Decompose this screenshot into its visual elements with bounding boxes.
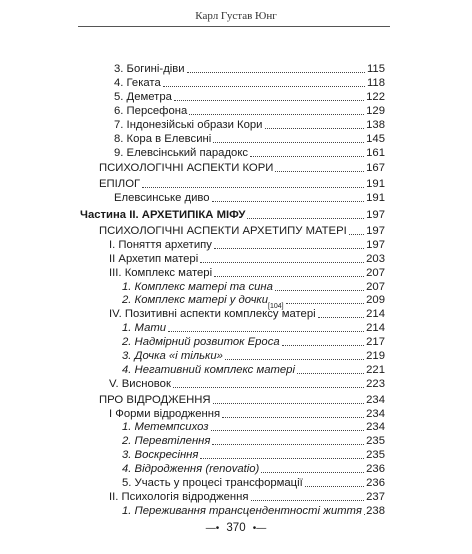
dot-leader (163, 86, 365, 87)
dot-leader (214, 248, 364, 249)
dot-leader (213, 142, 364, 143)
toc-entry-title: 3. Воскресіння (122, 449, 199, 461)
toc-entry-title: ІІ. Психологія відродження (109, 491, 249, 503)
dot-leader (297, 373, 364, 374)
toc-entry-title: 1. Метемпсихоз (122, 421, 209, 433)
dot-leader (173, 387, 364, 388)
toc-entry (122, 502, 385, 518)
dot-leader (212, 444, 364, 445)
dot-leader (282, 345, 364, 346)
toc-entry-page: 197 (366, 209, 385, 221)
toc-entry-page: 191 (366, 178, 385, 190)
toc-entry-page: 234 (366, 421, 385, 433)
toc-entry-title: 5. Участь у процесі трансформації (122, 477, 303, 489)
toc-entry (80, 206, 385, 222)
toc-entry-title: ПСИХОЛОГІЧНІ АСПЕКТИ АРХЕТИПУ МАТЕРІ (99, 225, 347, 237)
toc-entry-title: 4. Відродження (renovatio) (122, 463, 260, 475)
toc-entry-title: ПРО ВІДРОДЖЕННЯ (99, 394, 211, 406)
toc-entry-page: 217 (366, 336, 385, 348)
toc-entry-page: 167 (366, 162, 385, 174)
toc-entry-title: 1. Мати (122, 322, 167, 334)
toc-entry-title: 1. Комплекс матері та сина (122, 281, 273, 293)
toc-entry-page: 207 (366, 267, 385, 279)
dot-leader (189, 114, 364, 115)
toc-entry-title: 3. Богині-діви (114, 63, 185, 75)
toc-entry-page: 122 (366, 91, 385, 103)
toc-entry-page: 237 (366, 491, 385, 503)
toc-entry: 2. Комплекс матері у дочки [104] 209 (122, 294, 385, 310)
dot-leader (211, 430, 365, 431)
dot-leader (349, 234, 364, 235)
toc-entry-title: Частина II. АРХЕТИПІКА МІФУ (80, 209, 246, 221)
toc-entry-page: 236 (366, 463, 385, 475)
toc-entry-page: 234 (366, 408, 385, 420)
dot-leader (251, 500, 365, 501)
toc-entry-title: І Форми відродження (109, 408, 221, 420)
toc-entry-title: 3. Дочка «і тільки» (122, 350, 223, 362)
dot-leader (142, 187, 364, 188)
page-number: 370 (226, 522, 246, 534)
toc-entry-page: 191 (366, 192, 385, 204)
footer-ornament-right: •— (252, 523, 267, 534)
dot-leader (275, 171, 364, 172)
dot-leader (200, 262, 364, 263)
toc-entry-page: 235 (366, 435, 385, 447)
toc-entry-title: 8. Кора в Елевсині (114, 133, 212, 145)
toc-entry-title: ПСИХОЛОГІЧНІ АСПЕКТИ КОРИ (99, 162, 274, 174)
dot-leader (247, 218, 364, 219)
toc-entry-title: 5. Деметра (114, 91, 172, 103)
toc-entry-page: 197 (366, 225, 385, 237)
toc-entry-page: 238 (366, 505, 385, 517)
toc-entry (109, 375, 385, 391)
toc-entry-title: 4. Негативний комплекс матері (122, 364, 295, 376)
dot-leader (213, 403, 365, 404)
toc-entry-page: 221 (366, 364, 385, 376)
toc-entry-title: 7. Індонезійські образи Кори (114, 119, 263, 131)
toc-entry-page: 236 (366, 477, 385, 489)
toc-entry-page: 234 (366, 394, 385, 406)
dot-leader (318, 317, 365, 318)
dot-leader (174, 100, 364, 101)
dot-leader (200, 458, 364, 459)
toc-entry-page: 209 (366, 294, 385, 306)
toc-entry-title: 4. Геката (114, 77, 161, 89)
toc-entry-title: 2. Комплекс матері у дочки (122, 294, 269, 306)
dot-leader (212, 201, 365, 202)
toc-entry-title: 2. Перевтілення (122, 435, 211, 447)
dot-leader (250, 156, 364, 157)
toc-entry-title: І. Поняття архетипу (109, 239, 212, 251)
toc-entry-title: ІІІ. Комплекс матері (109, 267, 213, 279)
dot-leader (187, 72, 365, 73)
toc-entry-page: 161 (366, 147, 385, 159)
toc-entry-page: 235 (366, 449, 385, 461)
toc-entry-title: 2. Надмірний розвиток Ероса (122, 336, 280, 348)
toc-entry-page: 214 (366, 322, 385, 334)
toc-entry-page: 219 (366, 350, 385, 362)
toc-entry-page: 214 (366, 308, 385, 320)
toc-entry-title: IV. Позитивні аспекти комплексу матері (109, 308, 316, 320)
toc-entry-title: 6. Персефона (114, 105, 188, 117)
toc-entry-page: 138 (366, 119, 385, 131)
dot-leader (305, 486, 364, 487)
toc-entry-title: 9. Елевсінський парадокс (114, 147, 249, 159)
toc-entry-title: 1. Переживання трансцендентності життя (122, 505, 362, 517)
toc-entry (114, 189, 385, 205)
toc-entry-page: 118 (366, 77, 385, 89)
dot-leader (214, 276, 364, 277)
toc-entry (114, 144, 385, 160)
toc-entry-title: ІІ Архетип матері (109, 253, 199, 265)
toc-entry-page: 223 (366, 378, 385, 390)
dot-leader (286, 303, 365, 304)
toc-entry-title: V. Висновок (109, 378, 171, 390)
toc-entry-page: 129 (366, 105, 385, 117)
page-footer (0, 522, 472, 534)
toc-entry-page: 203 (366, 253, 385, 265)
header-rule (78, 26, 390, 27)
toc-entry-page: 207 (366, 281, 385, 293)
footer-ornament-left: —• (205, 523, 220, 534)
toc-entry-page: 145 (366, 133, 385, 145)
toc-entry-title: ЕПІЛОГ (99, 178, 141, 190)
dot-leader (265, 128, 365, 129)
dot-leader (261, 472, 364, 473)
dot-leader (168, 331, 364, 332)
toc-entry-title: Елевсинське диво (114, 192, 210, 204)
toc-entry (99, 159, 385, 175)
dot-leader (225, 359, 364, 360)
toc-entry-page: 115 (366, 63, 385, 75)
running-header: Карл Густав Юнг (195, 10, 277, 22)
toc-entry-page: 197 (366, 239, 385, 251)
